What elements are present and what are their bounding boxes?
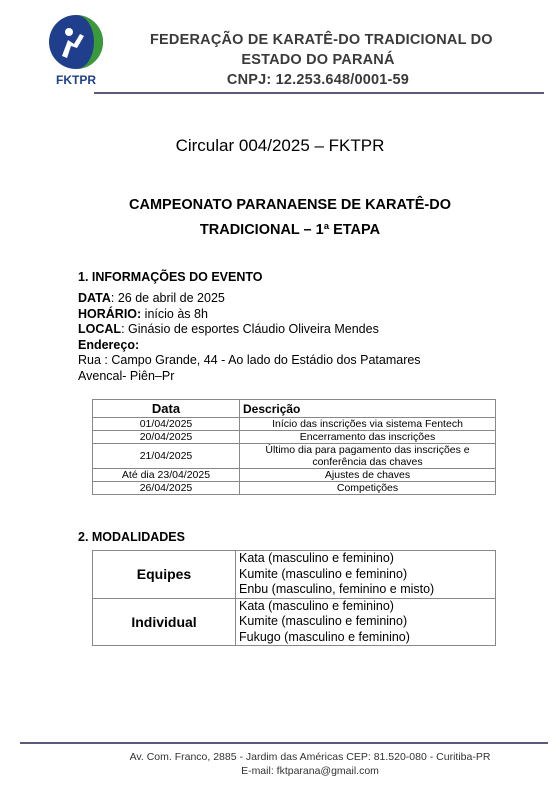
- circular-title: Circular 004/2025 – FKTPR: [175, 136, 385, 155]
- event-date: [78, 291, 421, 307]
- championship-title-line2: TRADICIONAL – 1ª ETAPA: [199, 222, 381, 238]
- schedule-date: 26/04/2025: [93, 482, 240, 495]
- list-item: Kumite (masculino e feminino): [239, 566, 408, 581]
- schedule-date: 20/04/2025: [93, 431, 240, 444]
- local-label: LOCAL: [78, 322, 122, 336]
- federation-name-line1: FEDERAÇÃO DE KARATÊ-DO TRADICIONAL DO: [150, 32, 493, 48]
- schedule-header-description: Descrição: [240, 400, 496, 418]
- table-row: [93, 469, 496, 482]
- federation-cnpj: CNPJ: 12.253.648/0001-59: [226, 72, 410, 88]
- category-individual: Individual: [93, 598, 236, 646]
- schedule-date: Até dia 23/04/2025: [93, 469, 240, 482]
- schedule-description: Ajustes de chaves: [240, 469, 496, 482]
- list-item: Kata (masculino e feminino): [239, 598, 394, 613]
- time-label: HORÁRIO:: [78, 306, 142, 321]
- modalities-list: [236, 551, 496, 599]
- section-modalities-title: 2. MODALIDADES: [78, 530, 185, 544]
- table-row: [93, 482, 496, 495]
- schedule-date: 21/04/2025: [93, 444, 240, 469]
- table-row: [93, 598, 496, 646]
- schedule-date: 01/04/2025: [93, 418, 240, 431]
- header-divider: [94, 92, 544, 94]
- list-item: Kumite (masculino e feminino): [239, 614, 408, 628]
- address-line2: Avencal- Piên–Pr: [78, 368, 175, 383]
- federation-logo: [44, 12, 108, 88]
- schedule-description: Encerramento das inscrições: [240, 431, 496, 444]
- section-event-info-title: 1. INFORMAÇÕES DO EVENTO: [78, 270, 263, 284]
- schedule-header-row: [93, 400, 496, 418]
- championship-title-line1: CAMPEONATO PARANAENSE DE KARATÊ-DO: [129, 197, 451, 213]
- list-item: Enbu (masculino, feminino e misto): [239, 582, 435, 596]
- event-time: [78, 307, 421, 323]
- category-teams: Equipes: [93, 551, 236, 599]
- federation-header: [150, 30, 493, 90]
- championship-title: [100, 193, 480, 243]
- federation-name-line2: ESTADO DO PARANÁ: [241, 52, 395, 68]
- date-label: DATA: [78, 291, 111, 305]
- list-item: Kata (masculino e feminino): [239, 551, 394, 565]
- schedule-header-date: Data: [93, 400, 240, 418]
- footer-email: E-mail: fktparana@gmail.com: [241, 765, 379, 777]
- date-value: : 26 de abril de 2025: [110, 291, 225, 305]
- modalities-table: [92, 550, 496, 646]
- list-item: Fukugo (masculino e feminino): [239, 629, 410, 644]
- schedule-description: Último dia para pagamento das inscrições e conferência das chaves: [240, 444, 496, 469]
- footer: [120, 750, 500, 778]
- table-row: [93, 551, 496, 599]
- schedule-description: Início das inscrições via sistema Fentech: [240, 418, 496, 431]
- address-label: Endereço:: [78, 337, 140, 352]
- local-value: : Ginásio de esportes Cláudio Oliveira Mendes: [121, 322, 379, 336]
- table-row: [93, 418, 496, 431]
- footer-address: Av. Com. Franco, 2885 - Jardim das Américas CEP: 81.520-080 - Curitiba-PR: [129, 751, 491, 763]
- logo-text: FKTPR: [56, 73, 96, 87]
- footer-divider: [20, 742, 548, 744]
- event-local: [78, 322, 421, 338]
- schedule-description: Competições: [240, 482, 496, 495]
- event-info: [78, 291, 421, 384]
- modalities-list: [236, 598, 496, 646]
- schedule-table: [92, 399, 496, 495]
- time-value: início às 8h: [141, 306, 208, 321]
- table-row: [93, 431, 496, 444]
- table-row: [93, 444, 496, 469]
- address-line1: Rua : Campo Grande, 44 - Ao lado do Estádio dos Patamares: [78, 353, 421, 367]
